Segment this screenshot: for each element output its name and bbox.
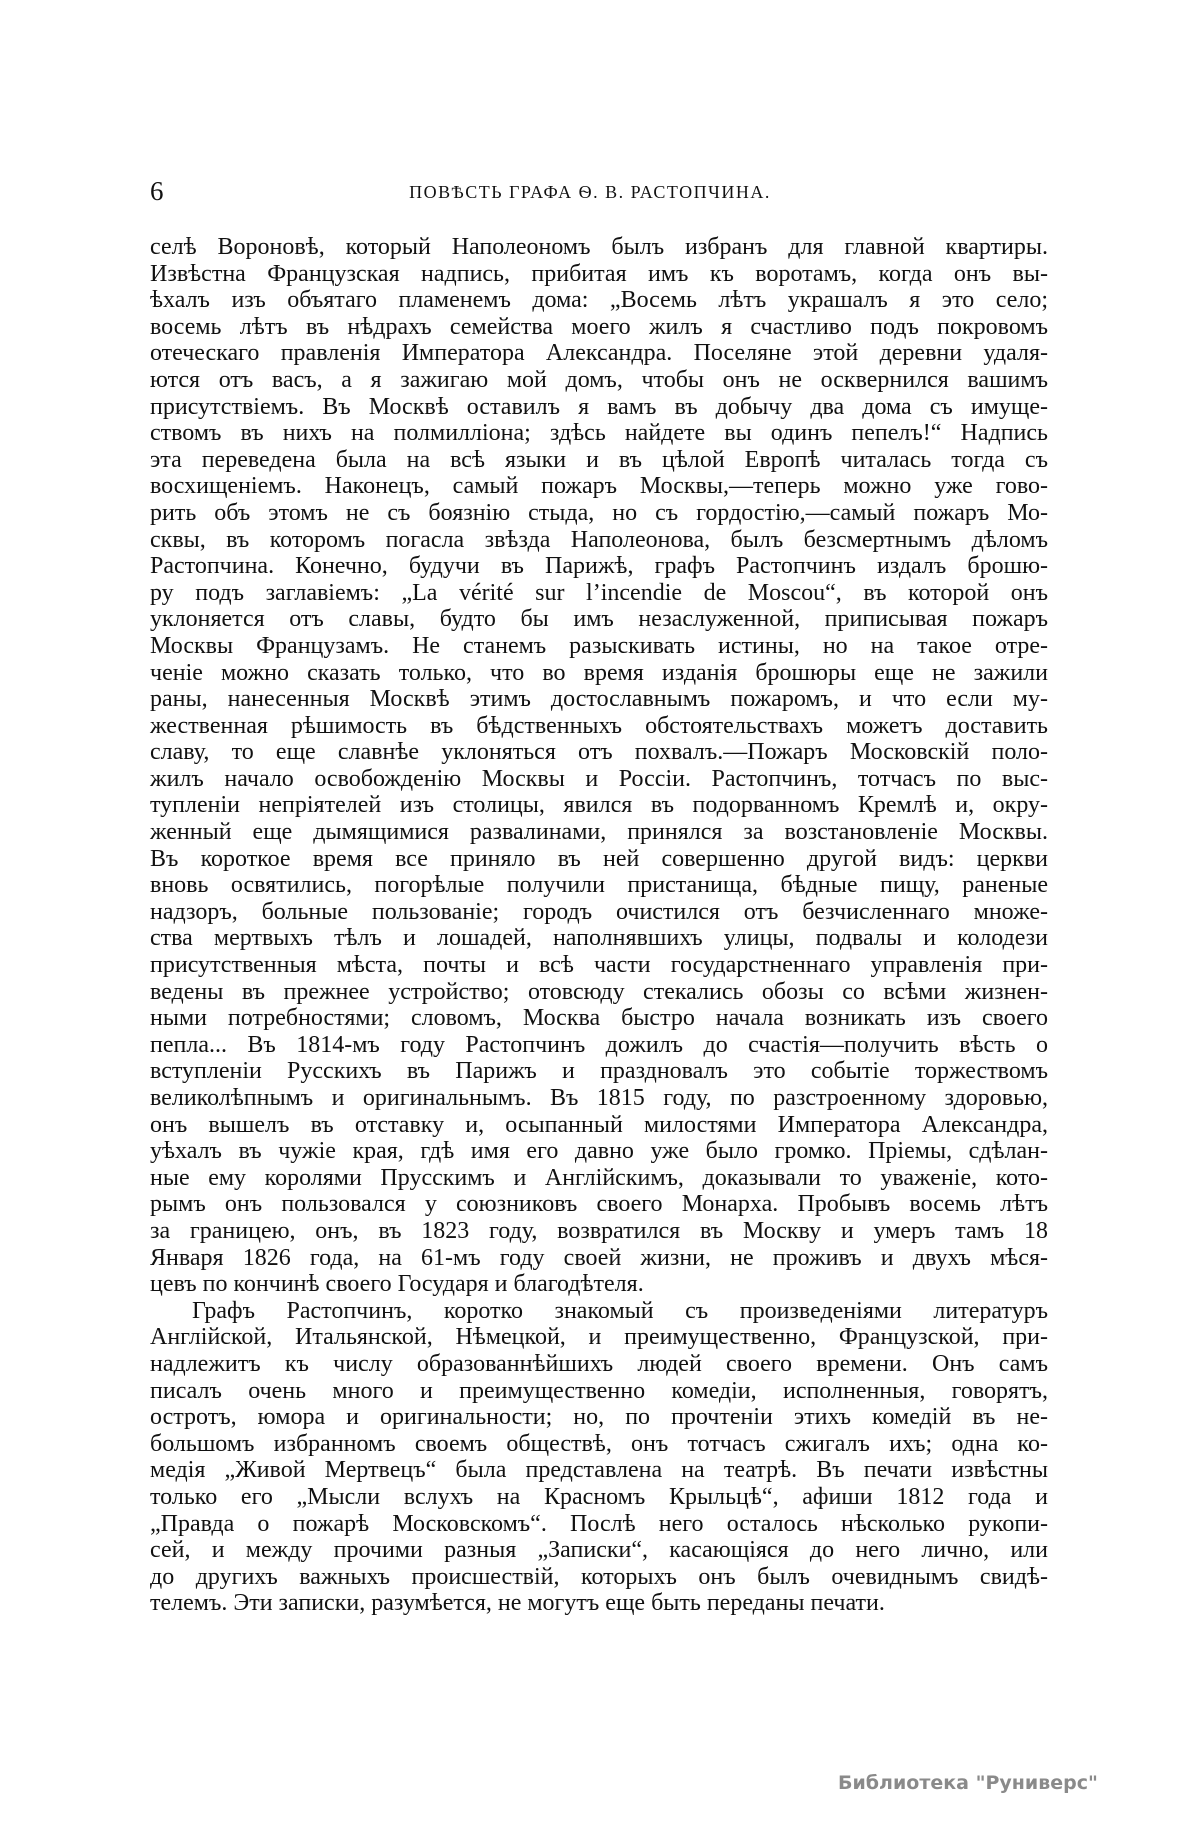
text-line: женный еще дымящимися развалинами, принялся за возстановленіе Москвы.: [150, 819, 1048, 846]
body-text: [150, 234, 1048, 1617]
text-line: тупленіи непріятелей изъ столицы, явился въ подорванномъ Кремлѣ и, окру-: [150, 792, 1048, 819]
text-line: онъ вышелъ въ отставку и, осыпанный милостями Императора Александра,: [150, 1111, 1048, 1138]
text-line: надлежитъ къ числу образованнѣйшихъ людей своего времени. Онъ самъ: [150, 1350, 1048, 1377]
text-line: за границею, онъ, въ 1823 году, возвратился въ Москву и умеръ тамъ 18: [150, 1217, 1048, 1244]
text-line: Января 1826 года, на 61-мъ году своей жизни, не проживъ и двухъ мѣся-: [150, 1244, 1048, 1271]
text-line: Москвы Французамъ. Не станемъ разыскивать истины, но на такое отре-: [150, 632, 1048, 659]
text-line: сей, и между прочими разныя „Записки“, касающіяся до него лично, или: [150, 1537, 1048, 1564]
text-line: ными потребностями; словомъ, Москва быстро начала возникать изъ своего: [150, 1005, 1048, 1032]
text-line: сквы, въ которомъ погасла звѣзда Наполеонова, былъ безсмертнымъ дѣломъ: [150, 526, 1048, 553]
text-line: раны, нанесенныя Москвѣ этимъ достославнымъ пожаромъ, и что если му-: [150, 686, 1048, 713]
text-line: до другихъ важныхъ происшествій, которыхъ онъ былъ очевиднымъ свидѣ-: [150, 1563, 1048, 1590]
text-line: ѣхалъ изъ объятаго пламенемъ дома: „Восемь лѣтъ украшалъ я это село;: [150, 287, 1048, 314]
text-line: эта переведена была на всѣ языки и въ цѣлой Европѣ читалась тогда съ: [150, 446, 1048, 473]
text-line: рымъ онъ пользовался у союзниковъ своего Монарха. Пробывъ восемь лѣтъ: [150, 1191, 1048, 1218]
text-line: уѣхалъ въ чужіе края, гдѣ имя его давно уже было громко. Пріемы, сдѣлан-: [150, 1138, 1048, 1165]
text-line: восхищеніемъ. Наконецъ, самый пожаръ Москвы,—теперь можно уже гово-: [150, 473, 1048, 500]
text-line: Въ короткое время все приняло въ ней совершенно другой видъ: церкви: [150, 845, 1048, 872]
text-line: селѣ Вороновѣ, который Наполеономъ былъ избранъ для главной квартиры.: [150, 234, 1048, 260]
library-watermark: Библиотека "Руниверс": [838, 1772, 1098, 1794]
text-line: большомъ избранномъ своемъ обществѣ, онъ тотчасъ сжигалъ ихъ; одна ко-: [150, 1430, 1048, 1457]
text-line: отеческаго правленія Императора Александра. Поселяне этой деревни удаля-: [150, 340, 1048, 367]
text-line: телемъ. Эти записки, разумѣется, не могутъ еще быть переданы печати.: [150, 1590, 885, 1617]
text-line: жественная рѣшимость въ бѣдственныхъ обстоятельствахъ можетъ доставить: [150, 712, 1048, 739]
text-line: пепла... Въ 1814-мъ году Растопчинъ дожилъ до счастія—получить вѣсть о: [150, 1031, 1048, 1058]
text-line: медія „Живой Мертвецъ“ была представлена на театрѣ. Въ печати извѣстны: [150, 1457, 1048, 1484]
text-line: ведены въ прежнее устройство; отовсюду стекались обозы со всѣми жизнен-: [150, 978, 1048, 1005]
text-line: восемь лѣтъ въ нѣдрахъ семейства моего жилъ я счастливо подъ покровомъ: [150, 313, 1048, 340]
text-line: писалъ очень много и преимущественно комедіи, исполненныя, говорятъ,: [150, 1377, 1048, 1404]
text-line: славу, то еще славнѣе уклоняться отъ похвалъ.—Пожаръ Московскій поло-: [150, 739, 1048, 766]
text-line: „Правда о пожарѣ Московскомъ“. Послѣ него осталось нѣсколько рукопи-: [150, 1510, 1048, 1537]
text-line: ные ему королями Прусскимъ и Англійскимъ, доказывали то уваженіе, кото-: [150, 1164, 1048, 1191]
paragraph-start-line: Графъ Растопчинъ, коротко знакомый съ произведеніями литературъ: [192, 1297, 1048, 1324]
text-line: уклоняется отъ славы, будто бы имъ незаслуженной, приписывая пожаръ: [150, 606, 1048, 633]
text-line: Англійской, Итальянской, Нѣмецкой, и преимущественно, Французской, при-: [150, 1324, 1048, 1351]
text-line: Растопчина. Конечно, будучи въ Парижѣ, графъ Растопчинъ издалъ брошю-: [150, 553, 1048, 580]
text-line: надзоръ, больные пользованіе; городъ очистился отъ безчисленнаго множе-: [150, 898, 1048, 925]
text-line: Извѣстна Французская надпись, прибитая имъ къ воротамъ, когда онъ вы-: [150, 260, 1048, 287]
text-line: ются отъ васъ, а я зажигаю мой домъ, чтобы онъ не осквернился вашимъ: [150, 366, 1048, 393]
text-line: жилъ начало освобожденію Москвы и Россіи. Растопчинъ, тотчасъ по выс-: [150, 765, 1048, 792]
text-line: только его „Мысли вслухъ на Красномъ Крыльцѣ“, афиши 1812 года и: [150, 1483, 1048, 1510]
running-title: ПОВѢСТЬ ГРАФА Ѳ. В. РАСТОПЧИНА.: [409, 182, 771, 202]
text-line: присутственныя мѣста, почты и всѣ части государстненнаго управленія при-: [150, 952, 1048, 979]
text-line: ства мертвыхъ тѣлъ и лошадей, наполнявшихъ улицы, подвалы и колодези: [150, 925, 1048, 952]
text-line: рить объ этомъ не съ боязнію стыда, но съ гордостію,—самый пожаръ Мо-: [150, 499, 1048, 526]
page-number: 6: [150, 176, 164, 206]
text-line: ру подъ заглавіемъ: „La vérité sur l’incendie de Moscou“, въ которой онъ: [150, 579, 1048, 606]
text-line: великолѣпнымъ и оригинальнымъ. Въ 1815 году, по разстроенному здоровью,: [150, 1085, 1048, 1111]
text-line: ченіе можно сказать только, что во время изданія брошюры еще не зажили: [150, 659, 1048, 686]
text-line: остротъ, юмора и оригинальности; но, по прочтеніи этихъ комедій въ не-: [150, 1404, 1048, 1431]
text-line: ствомъ въ нихъ на полмилліона; здѣсь найдете вы одинъ пепелъ!“ Надпись: [150, 420, 1048, 447]
text-line: присутствіемъ. Въ Москвѣ оставилъ я вамъ въ добычу два дома съ имуще-: [150, 393, 1048, 420]
text-line: цевъ по кончинѣ своего Государя и благодѣтеля.: [150, 1271, 644, 1298]
text-line: вступленіи Русскихъ въ Парижъ и праздновалъ это событіе торжествомъ: [150, 1058, 1048, 1085]
text-line: вновь освятились, погорѣлые получили пристанища, бѣдные пищу, раненые: [150, 872, 1048, 899]
